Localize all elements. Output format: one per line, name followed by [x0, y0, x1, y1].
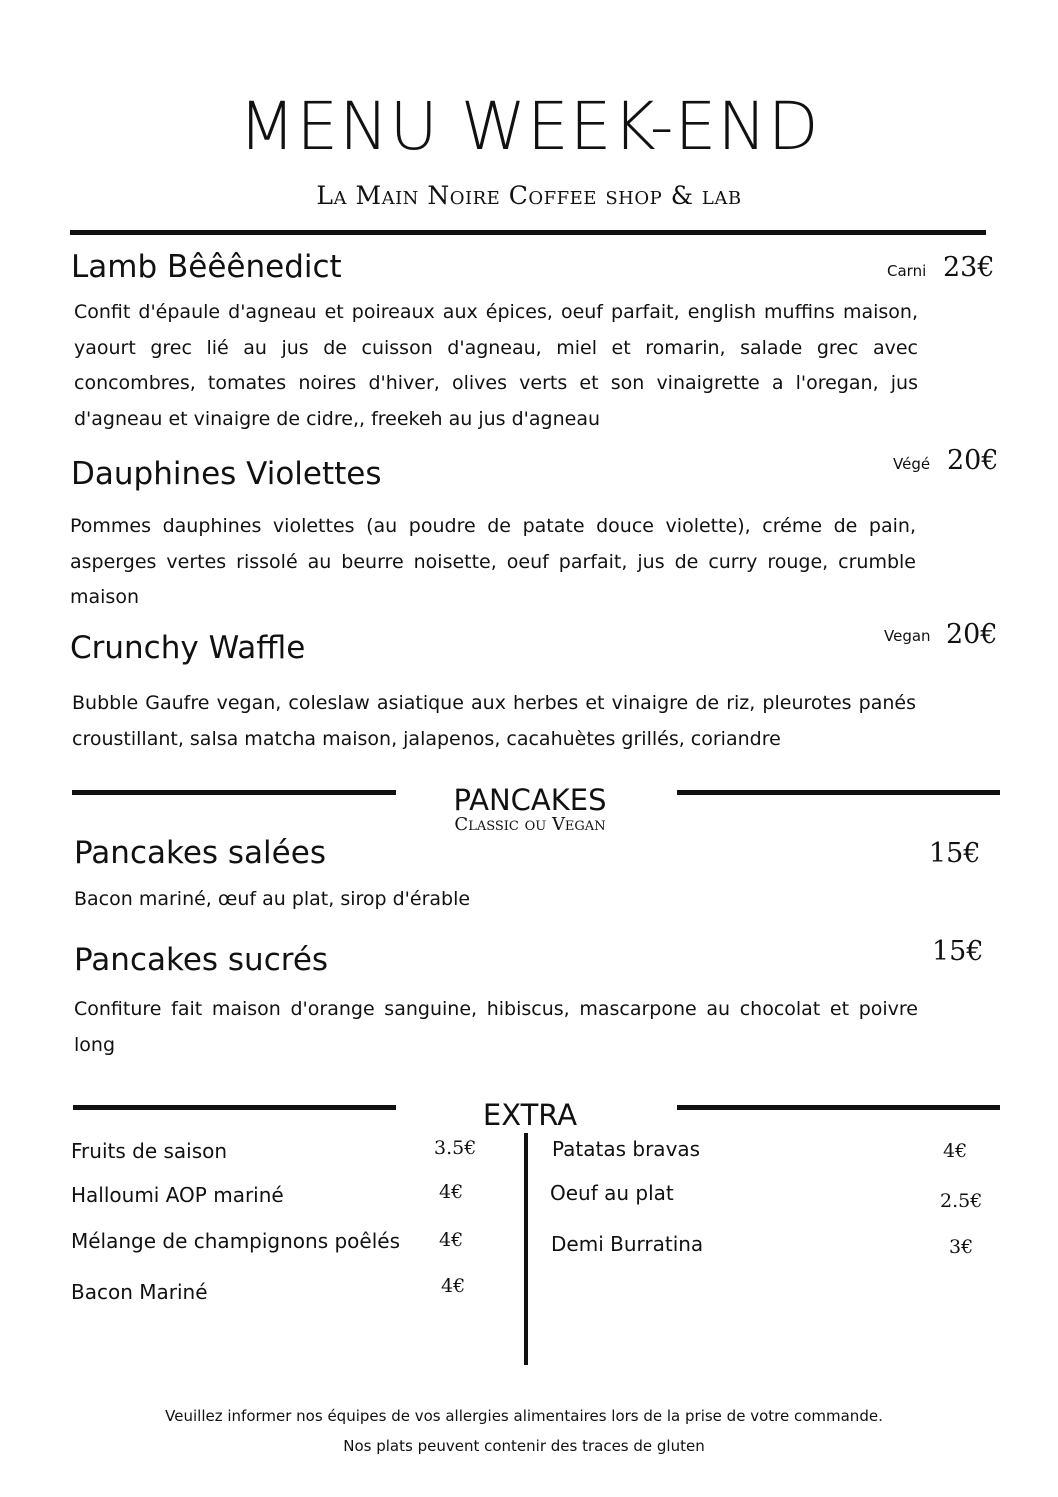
extra-item-name: Fruits de saison: [71, 1139, 228, 1163]
dish-name: Dauphines Violettes: [71, 456, 382, 492]
menu-subtitle: La Main Noire Coffee shop & lab: [316, 181, 742, 210]
extra-item-name: Halloumi AOP mariné: [71, 1183, 284, 1207]
pancakes-divider-right: [677, 790, 1000, 795]
pancake-price: 15€: [929, 838, 981, 869]
pancake-description: Bacon mariné, œuf au plat, sirop d'érable: [74, 888, 471, 910]
extra-item-name: Oeuf au plat: [550, 1181, 674, 1205]
extra-item-price: 2.5€: [940, 1190, 983, 1212]
dish-name: Crunchy Waffle: [70, 630, 306, 666]
pancakes-divider-left: [72, 790, 396, 795]
extra-item-price: 4€: [439, 1181, 464, 1203]
pancakes-section-title: PANCAKES: [453, 783, 607, 817]
allergy-notice: Veuillez informer nos équipes de vos allergies alimentaires lors de la prise de votre commande.: [165, 1407, 883, 1425]
extra-divider-right: [677, 1105, 1000, 1110]
dish-tag: Vegan: [884, 627, 931, 645]
dish-name: Lamb Bêêênedict: [71, 249, 342, 285]
dish-tag: Végé: [893, 455, 931, 473]
pancake-name: Pancakes salées: [74, 835, 326, 871]
gluten-notice: Nos plats peuvent contenir des traces de gluten: [343, 1437, 705, 1455]
extra-section-title: EXTRA: [482, 1098, 578, 1132]
dish-description: Confit d'épaule d'agneau et poireaux aux épices, oeuf parfait, english muffins maison, yaourt grec lié au jus de cuisson d'agneau, miel et romarin, salade grec avec concombres, tomates noires d'hiver, olives verts et son vinaigrette a l'oregan, jus d'agneau et vinaigre de cidre,, freekeh au jus d'agneau: [74, 301, 918, 430]
header-divider: [70, 230, 986, 235]
pancakes-section-subtitle: Classic ou Vegan: [454, 814, 606, 835]
extra-column-divider: [524, 1133, 528, 1365]
pancake-description: Confiture fait maison d'orange sanguine, hibiscus, mascarpone au chocolat et poivre long: [74, 998, 918, 1056]
dish-description: Bubble Gaufre vegan, coleslaw asiatique aux herbes et vinaigre de riz, pleurotes panés croustillant, salsa matcha maison, jalapenos, cacahuètes grillés, coriandre: [72, 692, 916, 750]
dish-price: 20€: [947, 445, 999, 476]
extra-item-name: Patatas bravas: [552, 1137, 701, 1161]
dish-price: 20€: [946, 619, 998, 650]
extra-item-price: 3€: [949, 1236, 974, 1258]
extra-item-price: 4€: [439, 1229, 464, 1251]
dish-price: 23€: [943, 252, 995, 283]
extra-item-name: Demi Burratina: [551, 1232, 704, 1256]
extra-divider-left: [73, 1105, 396, 1110]
extra-item-name: Bacon Mariné: [71, 1280, 208, 1304]
dish-description: Pommes dauphines violettes (au poudre de patate douce violette), créme de pain, asperges vertes rissolé au beurre noisette, oeuf parfait, jus de curry rouge, crumble maison: [70, 515, 916, 608]
extra-item-price: 4€: [943, 1140, 968, 1162]
extra-item-price: 3.5€: [434, 1137, 477, 1159]
pancake-name: Pancakes sucrés: [74, 942, 329, 978]
pancake-price: 15€: [932, 936, 984, 967]
extra-item-price: 4€: [441, 1275, 466, 1297]
menu-title: MENU WEEK-END: [238, 88, 820, 165]
dish-tag: Carni: [887, 262, 927, 280]
extra-item-name: Mélange de champignons poêlés: [71, 1229, 401, 1253]
